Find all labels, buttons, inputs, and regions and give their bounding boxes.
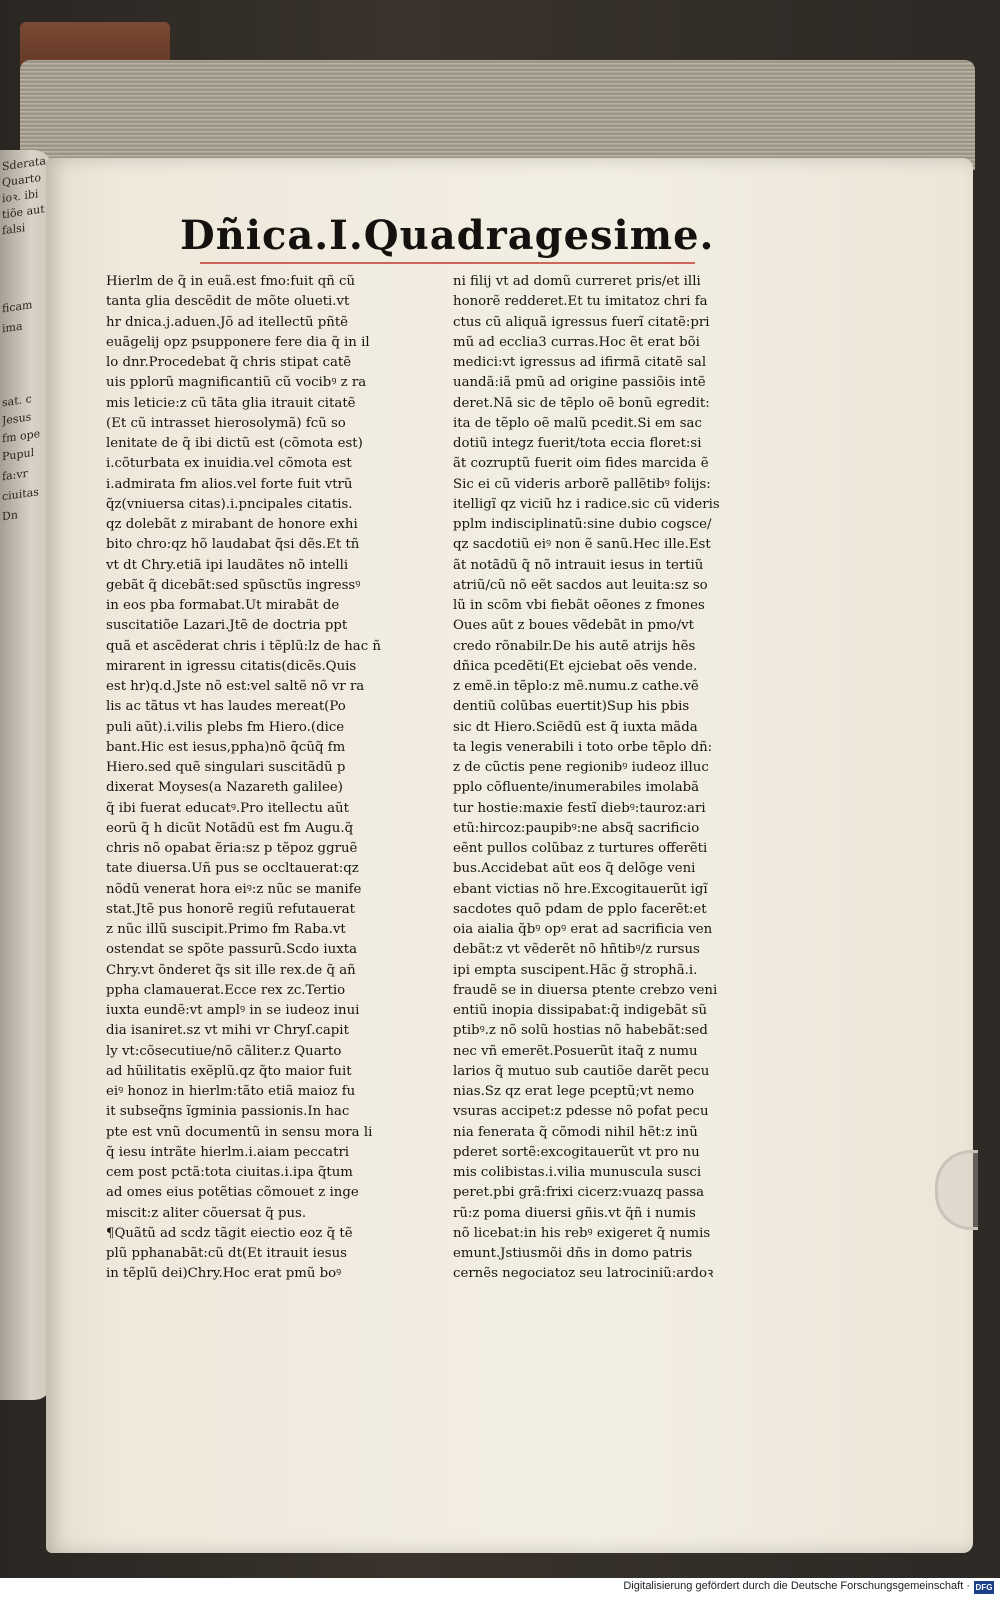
- text-line: uandã:iã pmũ ad origine passiõis intẽ: [453, 375, 706, 391]
- text-line: oia aialia q̃bꝰ opꝰ erat ad sacrificia ven: [453, 922, 713, 937]
- facing-page-fragment: tiõe aut: [2, 202, 45, 222]
- text-line: vsuras accipet:z pdesse nõ pofat pecu: [453, 1104, 709, 1120]
- text-line: pderet sortẽ:excogitauerũt vt pro nu: [453, 1144, 700, 1160]
- text-line: bito chro:qz hõ laudabat q̃si dẽs.Et tñ: [106, 537, 360, 553]
- text-line: (Et cũ intrasset hierosolymã) fcũ so: [106, 415, 346, 431]
- text-line: sic dt Hiero.Sciẽdũ est q̃ iuxta mãda: [453, 719, 698, 735]
- facing-page-fragment: ima: [2, 319, 23, 336]
- text-line: dñica pcedẽti(Et ejciebat oẽs vende.: [453, 658, 698, 674]
- text-line: debãt:z vt vẽderẽt nõ hñtibꝰ/z rursus: [453, 942, 700, 958]
- text-line: larios q̃ mutuo sub cautiõe darẽt pecu: [453, 1063, 710, 1079]
- facing-page-fragment: ficam: [2, 298, 33, 316]
- text-line: atriũ/cũ nõ eẽt sacdos aut leuita:sz so: [453, 577, 708, 593]
- text-line: itelligĩ qz viciũ hz i radice.sic cũ videris: [453, 496, 720, 512]
- text-line: q̃ ibi fuerat educatꝰ.Pro itellectu aũt: [106, 800, 349, 816]
- text-line: cernẽs negociatoz seu latrociniũ:ardoꝛ: [453, 1266, 714, 1282]
- text-line: suscitatiõe Lazari.Jtẽ de doctria ppt: [106, 618, 348, 634]
- text-line: ta legis venerabili i toto orbe tẽplo dñ:: [453, 739, 713, 755]
- text-line: in eos pba formabat.Ut mirabãt de: [106, 598, 340, 613]
- text-line: dotiũ integz fuerit/tota eccia floret:si: [453, 436, 702, 451]
- text-line: ptibꝰ.z nõ solũ hostias nõ habebãt:sed: [453, 1023, 708, 1039]
- footer-bar: [0, 1578, 1000, 1598]
- text-line: mis colibistas.i.vilia munuscula susci: [453, 1165, 702, 1180]
- text-line: i.cõturbata ex inuidia.vel cõmota est: [106, 456, 352, 472]
- text-line: pplo cõfluente/inumerabiles imolabã: [453, 780, 700, 796]
- text-line: nõdũ venerat hora eiꝰ:z nũc se manife: [106, 881, 362, 897]
- text-line: in tẽplũ dei)Chry.Hoc erat pmũ boꝰ: [106, 1266, 342, 1282]
- text-line: tur hostie:maxie festĩ diebꝰ:tauroz:ari: [453, 800, 706, 816]
- text-line: ad hũilitatis exẽplũ.qz q̃to maior fuit: [106, 1063, 352, 1079]
- text-line: entiũ inopia dissipabat:q̃ indigebãt sũ: [453, 1003, 708, 1018]
- facing-page-fragment: Pupul: [2, 445, 35, 464]
- text-line: tate diuersa.Uñ pus se occltauerat:qz: [106, 861, 359, 877]
- text-line: qz sacdotiũ eiꝰ non ẽ sanũ.Hec ille.Est: [453, 537, 711, 553]
- text-line: lũ in scõm vbi fiebãt oẽones z fmones: [453, 598, 705, 613]
- text-line: lo dnr.Procedebat q̃ chris stipat catẽ: [106, 355, 352, 370]
- text-line: ãt cozruptũ fuerit oim fides marcida ẽ: [453, 456, 709, 472]
- footer-credit: Digitalisierung gefördert durch die Deutsche Forschungsgemeinschaft ·: [623, 1580, 970, 1592]
- text-line: bus.Accidebat aũt eos q̃ delõge veni: [453, 861, 696, 877]
- text-line: ebant victias nõ hre.Excogitauerũt igĩ: [453, 881, 708, 897]
- text-line: uis pplorũ magnificantiũ cũ vocibꝰ z ra: [106, 375, 367, 391]
- text-line: peret.pbi grã:frixi cicerz:vuazq passa: [453, 1185, 705, 1201]
- text-line: gebãt q̃ dicebãt:sed spũsctũs ingressꝰ: [106, 577, 361, 593]
- text-line: medici:vt igressus ad ifirmã citatẽ sal: [453, 355, 707, 370]
- text-line: nec vñ emerẽt.Posuerũt itaq̃ z numu: [453, 1043, 698, 1059]
- text-line: lis ac tãtus vt has laudes mereat(Po: [106, 699, 346, 715]
- text-line: ¶Quãtũ ad scdz tãgit eiectio eoz q̃ tẽ: [106, 1225, 353, 1241]
- text-line: pplm indisciplinatũ:sine dubio cogsce/: [453, 517, 712, 532]
- text-line: mũ ad ecclia3 curras.Hoc ẽt erat bõi: [453, 334, 700, 350]
- text-line: z nũc illũ suscipit.Primo fm Raba.vt: [106, 922, 346, 937]
- text-line: hr dnica.j.aduen.Jõ ad itellectũ pñtẽ: [106, 314, 349, 330]
- facing-page-fragment: ciuitas: [2, 485, 39, 504]
- facing-page-fragment: fm ope: [2, 427, 41, 446]
- text-line: cem post pctã:tota ciuitas.i.ipa q̃tum: [106, 1165, 353, 1180]
- text-line: stat.Jtẽ pus honorẽ regiũ refutauerat: [106, 901, 355, 917]
- text-line: Hierlm de q̃ in euã.est fmo:fuit qñ cũ: [106, 274, 356, 289]
- text-line: credo rõnabilr.De his autẽ atrijs hẽs: [453, 638, 696, 654]
- text-line: dia isaniret.sz vt mihi vr Chryſ.capit: [106, 1023, 349, 1039]
- facing-page-fragment: Quarto: [2, 170, 41, 190]
- text-line: Oues aũt z boues vẽdebãt in pmo/vt: [453, 618, 694, 634]
- text-line: deret.Nã sic de tẽplo oẽ bonũ egredit:: [453, 395, 710, 411]
- page-heading: Dñica.I.Quadragesime.: [180, 212, 715, 259]
- text-line: z emẽ.in tẽplo:z mẽ.numu.z cathe.vẽ: [453, 679, 699, 694]
- right-text-column: [453, 272, 803, 1285]
- text-line: ni filij vt ad domũ curreret pris/et illi: [453, 274, 701, 289]
- text-line: plũ pphanabãt:cũ dt(Et itrauit iesus: [106, 1246, 347, 1261]
- text-line: est hr)q.d.Jste nõ est:vel saltẽ nõ vr ra: [106, 679, 365, 694]
- facing-page-fragment: Jesus: [2, 410, 32, 428]
- text-line: Hiero.sed quẽ singulari suscitãdũ p: [106, 760, 346, 775]
- page-stack-edge: [20, 60, 975, 170]
- text-line: vt dt Chry.etiã ipi laudãtes nõ intelli: [106, 557, 349, 573]
- text-line: it subseq̃ns ĩgminia passionis.In hac: [106, 1104, 350, 1120]
- text-line: miscit:z aliter cõuersat q̃ pus.: [106, 1205, 307, 1221]
- text-line: quã et ascẽderat chris i tẽplũ:lz de hac ñ: [106, 638, 381, 654]
- text-line: ctus cũ aliquã igressus fuerĩ citatẽ:pri: [453, 314, 710, 330]
- text-line: ad omes eius potẽtias cõmouet z inge: [106, 1185, 359, 1201]
- text-line: euãgelij opz psupponere fere dia q̃ in il: [106, 334, 370, 350]
- text-line: ãt notãdũ q̃ nõ intrauit iesus in tertiũ: [453, 557, 704, 573]
- text-line: nia fenerata q̃ cõmodi nihil hẽt:z inũ: [453, 1124, 698, 1140]
- text-line: etũ:hircoz:paupibꝰ:ne absq̃ sacrificio: [453, 820, 700, 836]
- facing-page-fragment: fa:vr: [2, 466, 28, 484]
- text-line: mirarent in igressu citatis(dicẽs.Quis: [106, 658, 357, 674]
- text-line: dixerat Moyses(a Nazareth galilee): [106, 780, 343, 796]
- text-line: lenitate de q̃ ibi dictũ est (cõmota est): [106, 436, 363, 451]
- text-line: emunt.Jstiusmõi dñs in domo patris: [453, 1246, 693, 1261]
- text-line: sacdotes quõ pdam de pplo facerẽt:et: [453, 901, 707, 917]
- text-line: eẽnt pullos colũbaz z turtures offerẽti: [453, 841, 708, 856]
- heading-red-rule: [200, 262, 695, 264]
- text-line: z de cũctis pene regionibꝰ iudeoz illuc: [453, 760, 709, 775]
- text-line: i.admirata fm alios.vel forte fuit vtrũ: [106, 476, 353, 492]
- text-line: ita de tẽplo oẽ malũ pcedit.Si em sac: [453, 415, 702, 431]
- dfg-logo: DFG: [975, 1583, 993, 1592]
- text-line: dentiũ colũbas euertit)Sup his pbis: [453, 699, 690, 715]
- text-line: nõ licebat:in his rebꝰ exigeret q̃ numis: [453, 1225, 711, 1241]
- facing-page-fragment: sat. c: [2, 392, 32, 410]
- text-line: Sic ei cũ videris arborẽ pallẽtibꝰ folijs:: [453, 476, 711, 492]
- text-line: ppha clamauerat.Ecce rex zc.Tertio: [106, 982, 346, 998]
- text-line: nias.Sz qz erat lege pceptũ;vt nemo: [453, 1084, 695, 1099]
- text-line: honorẽ redderet.Et tu imitatoz chri fa: [453, 294, 708, 310]
- text-line: q̃ iesu intrãte hierlm.i.aiam peccatri: [106, 1144, 350, 1160]
- facing-page-fragment: ioꝛ. ibi: [2, 187, 39, 206]
- text-line: qz dolebãt z mirabant de honore exhi: [106, 517, 358, 532]
- facing-page-fragment: Sderata: [2, 154, 46, 174]
- text-line: tanta glia descẽdit de mõte olueti.vt: [106, 294, 350, 310]
- text-line: chris nõ opabat ẽria:sz p tẽpoz ggruẽ: [106, 841, 358, 856]
- text-line: bant.Hic est iesus,ppha)nõ q̃cũq̃ fm: [106, 739, 346, 755]
- facing-page-fragment: falsi: [2, 221, 26, 238]
- text-line: mis leticie:z cũ tãta glia itrauit citatẽ: [106, 395, 356, 411]
- text-line: puli aũt).i.vilis plebs fm Hiero.(dice: [106, 719, 345, 735]
- text-line: q̃z(vniuersa citas).i.pncipales citatis.: [106, 496, 353, 512]
- text-line: ostendat se spõte passurũ.Scdo iuxta: [106, 942, 357, 958]
- text-line: fraudẽ se in diuersa ptente crebzo veni: [453, 982, 718, 998]
- left-page-edge: [0, 150, 52, 1400]
- text-line: iuxta eundẽ:vt amplꝰ in se iudeoz inui: [106, 1003, 360, 1018]
- text-line: pte est vnũ documentũ in sensu mora li: [106, 1124, 373, 1140]
- text-line: Chry.vt õnderet q̃s sit ille rex.de q̃ añ: [106, 962, 356, 978]
- text-line: eiꝰ honoz in hierlm:tãto etiã maioz fu: [106, 1084, 356, 1099]
- text-line: rũ:z poma diuersi gñis.vt q̃ñ i numis: [453, 1205, 696, 1221]
- left-text-column: [106, 272, 456, 1285]
- text-line: eorũ q̃ h dicũt Notãdũ est fm Augu.q̃: [106, 820, 354, 836]
- text-line: ly vt:cõsecutiue/nõ cãliter.z Quarto: [106, 1043, 342, 1059]
- text-line: ipi empta suscipent.Hãc g̃ strophã.i.: [453, 962, 698, 978]
- facing-page-fragment: Dn: [2, 508, 18, 524]
